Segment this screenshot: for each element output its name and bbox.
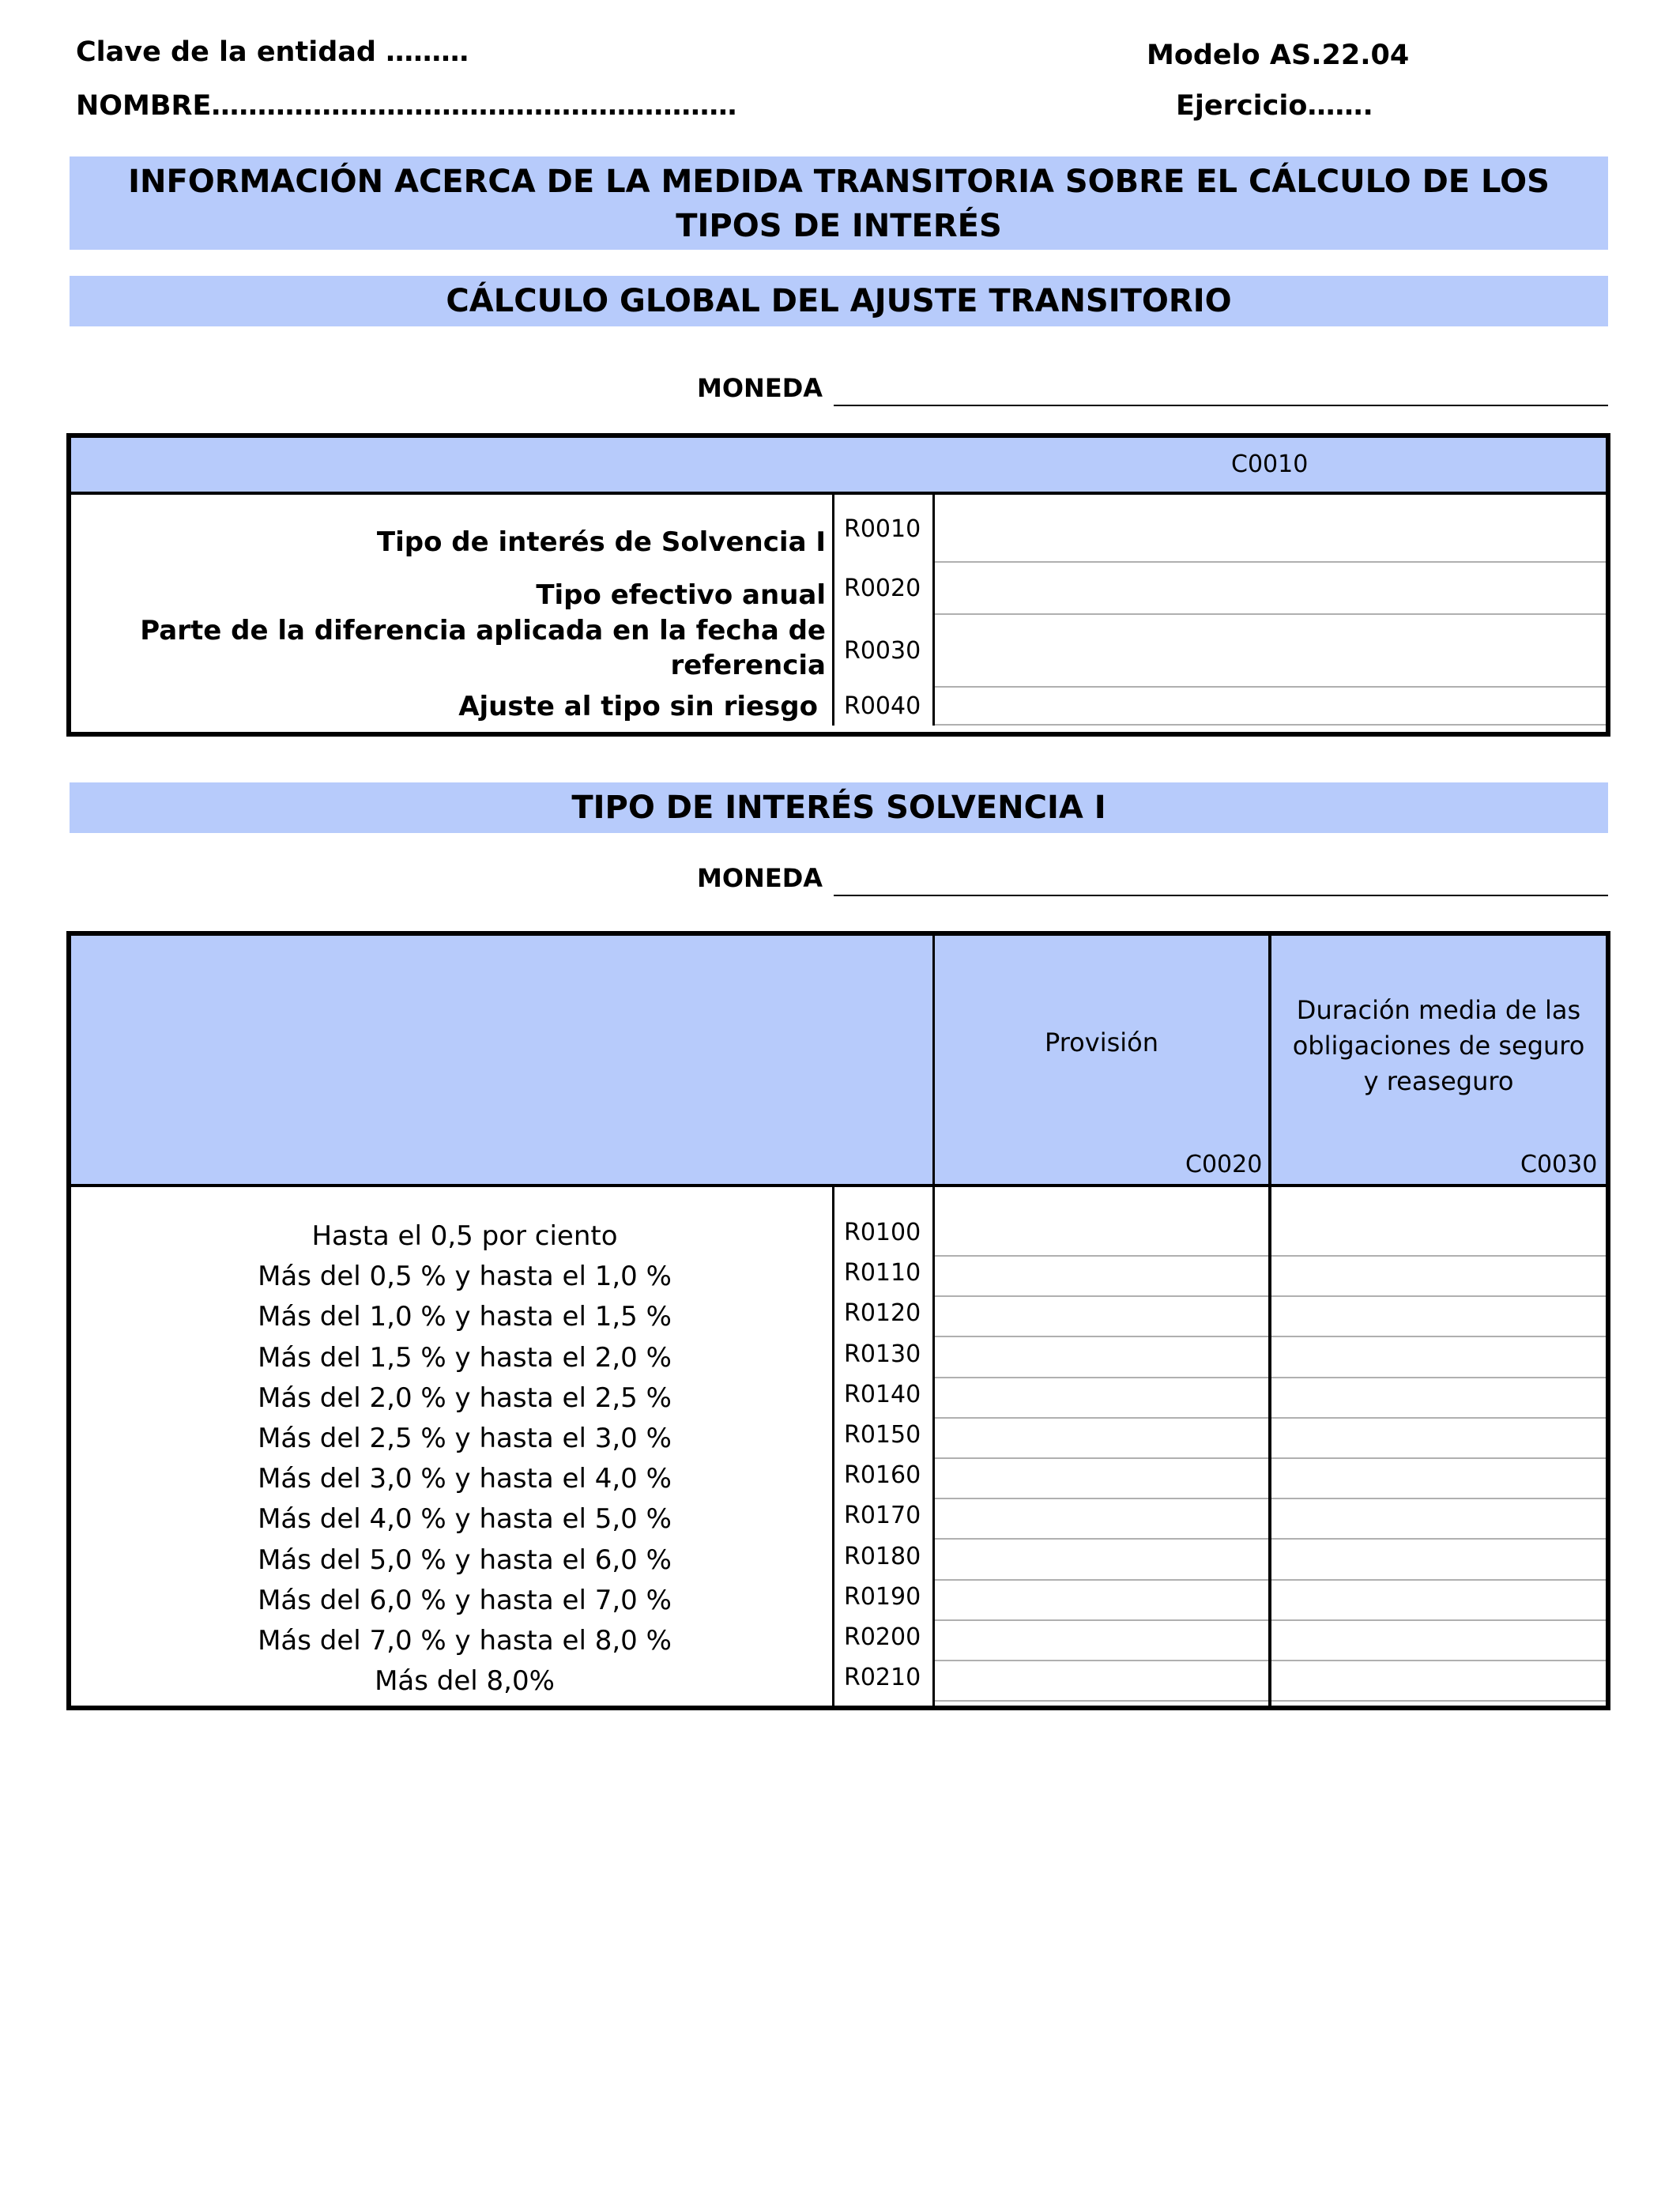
duration-input-cell[interactable] [1271,1378,1606,1417]
main-title-line1: INFORMACIÓN ACERCA DE LA MEDIDA TRANSITORIA SOBRE EL CÁLCULO DE LOS [128,164,1550,200]
provision-input-cell[interactable] [935,1419,1268,1457]
section1-row-code: R0020 [844,575,921,602]
duration-input-cell[interactable] [1271,1257,1606,1295]
section2-row-label: Hasta el 0,5 por ciento [311,1220,618,1252]
provision-input-cell[interactable] [935,1297,1268,1336]
provision-input-cell[interactable] [935,1216,1268,1255]
section2-row-label: Más del 5,0 % y hasta el 6,0 % [258,1544,672,1576]
duration-input-cell[interactable] [1271,1581,1606,1619]
provision-input-cell[interactable] [935,1581,1268,1619]
model-label: Modelo AS.22.04 [1147,40,1410,71]
section2-row-code: R0140 [844,1380,921,1408]
column-label-provision: Provisión [1044,1027,1158,1057]
section2-row-label: Más del 1,5 % y hasta el 2,0 % [258,1341,672,1374]
section2-title: TIPO DE INTERÉS SOLVENCIA I [70,782,1608,833]
section2-row-label: Más del 7,0 % y hasta el 8,0 % [258,1625,672,1657]
column-label-duration-line2: obligaciones de seguro [1292,1031,1585,1061]
section2-currency-label: MONEDA [697,863,823,893]
duration-input-cell[interactable] [1271,1459,1606,1498]
duration-input-cell[interactable] [1271,1661,1606,1700]
section1-input-cell[interactable] [935,615,1606,686]
column-code-c0020: C0020 [1185,1151,1263,1178]
fiscal-year-label: Ejercicio……. [1176,90,1373,122]
section1-input-cell[interactable] [935,495,1606,561]
section1-input-cell[interactable] [935,688,1606,724]
section2-row-code: R0100 [844,1219,921,1246]
section1-title: CÁLCULO GLOBAL DEL AJUSTE TRANSITORIO [70,276,1608,326]
main-title-line2: TIPOS DE INTERÉS [676,208,1002,244]
duration-input-cell[interactable] [1271,1216,1606,1255]
section2-row-code: R0170 [844,1502,921,1530]
section2-currency-field[interactable] [834,895,1608,896]
section1-column-code: C0010 [1231,450,1309,478]
entity-name-label: NOMBRE………………………………………………… [76,90,737,122]
duration-input-cell[interactable] [1271,1621,1606,1660]
section2-row-code: R0150 [844,1421,921,1449]
section1-row-label: referencia [670,650,826,681]
section2-row-code: R0210 [844,1664,921,1692]
entity-key-label: Clave de la entidad ……… [76,36,469,68]
section2-row-label: Más del 1,0 % y hasta el 1,5 % [258,1301,672,1333]
section1-row-label: Tipo de interés de Solvencia I [376,526,826,558]
duration-input-cell[interactable] [1271,1337,1606,1376]
column-label-duration [1271,993,1606,1099]
provision-input-cell[interactable] [935,1621,1268,1660]
provision-input-cell[interactable] [935,1257,1268,1295]
main-title [70,156,1608,250]
section1-row-code: R0030 [844,637,921,665]
section2-row-label: Más del 3,0 % y hasta el 4,0 % [258,1463,672,1495]
provision-input-cell[interactable] [935,1378,1268,1417]
section1-row-label: Tipo efectivo anual [536,579,826,611]
section1-currency-field[interactable] [834,405,1608,406]
provision-input-cell[interactable] [935,1661,1268,1700]
section1-row-code: R0040 [844,692,921,720]
section1-input-cell[interactable] [935,563,1606,613]
section2-row-code: R0120 [844,1299,921,1328]
provision-input-cell[interactable] [935,1459,1268,1498]
section2-row-label: Más del 4,0 % y hasta el 5,0 % [258,1503,672,1536]
section1-currency-label: MONEDA [697,373,823,403]
section2-row-label: Más del 8,0% [375,1665,555,1698]
section2-row-label: Más del 2,5 % y hasta el 3,0 % [258,1423,672,1454]
section1-row-label: Parte de la diferencia aplicada en la fecha de [140,615,826,647]
column-label-duration-line3: y reaseguro [1363,1066,1514,1096]
column-label-duration-line1: Duración media de las [1296,995,1581,1025]
duration-input-cell[interactable] [1271,1419,1606,1457]
section2-row-label: Más del 0,5 % y hasta el 1,0 % [258,1261,672,1293]
section2-row-code: R0180 [844,1542,921,1570]
provision-input-cell[interactable] [935,1499,1268,1538]
section2-row-label: Más del 6,0 % y hasta el 7,0 % [258,1584,672,1616]
section1-row-code: R0010 [844,515,921,543]
section2-row-label: Más del 2,0 % y hasta el 2,5 % [258,1382,672,1414]
provision-input-cell[interactable] [935,1540,1268,1578]
section2-row-code: R0110 [844,1259,921,1287]
duration-input-cell[interactable] [1271,1540,1606,1578]
section2-row-code: R0190 [844,1582,921,1611]
provision-input-cell[interactable] [935,1337,1268,1376]
section1-row-label: Ajuste al tipo sin riesgo [458,691,818,722]
section2-row-code: R0130 [844,1340,921,1368]
section2-row-code: R0160 [844,1461,921,1490]
column-code-c0030: C0030 [1520,1151,1598,1178]
section1-table-header [71,438,1606,492]
section2-row-code: R0200 [844,1623,921,1651]
duration-input-cell[interactable] [1271,1499,1606,1538]
duration-input-cell[interactable] [1271,1297,1606,1336]
